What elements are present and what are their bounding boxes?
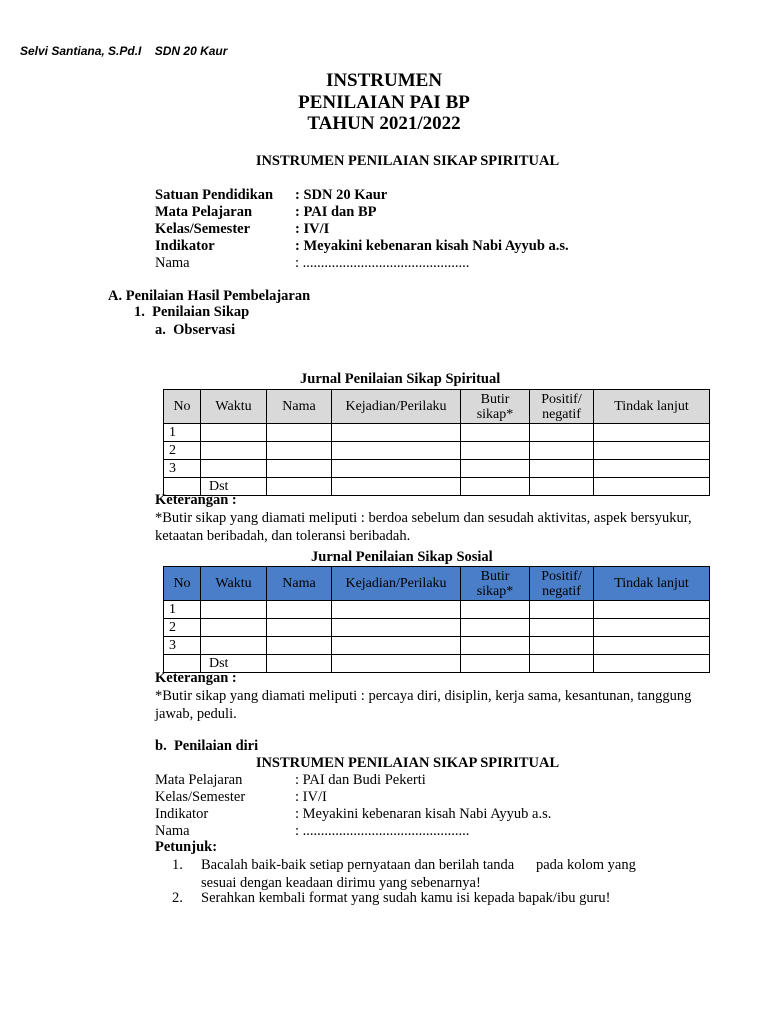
title-line-3: TAHUN 2021/2022 [307, 113, 461, 134]
col-header-no: No [164, 567, 201, 601]
header-note [20, 44, 237, 58]
identity-value: : .............................................. [295, 255, 470, 271]
identity-row [155, 204, 377, 221]
instrument-subtitle: INSTRUMEN PENILAIAN SIKAP SPIRITUAL [255, 153, 560, 169]
table1-note: *Butir sikap yang diamati meliputi : berdoa sebelum dan sesudah aktivitas, aspek bersyukur, ketaatan beribadah, dan toleransi beribadah. [155, 510, 692, 544]
identity-row [155, 255, 469, 272]
petunjuk-text: Serahkan kembali format yang sudah kamu isi kepada bapak/ibu guru! [201, 890, 611, 906]
section-1-number: 1. [134, 304, 145, 320]
table-row [164, 655, 710, 673]
identity-value: : PAI dan BP [295, 204, 377, 220]
col-header-butir: Butir sikap* [461, 390, 530, 424]
title-line-1: INSTRUMEN [325, 70, 443, 91]
table-row [164, 637, 710, 655]
identity-key: Satuan Pendidikan [155, 187, 274, 203]
author-name: Selvi Santiana, S.Pd.I [20, 44, 142, 58]
table1-caption: Jurnal Penilaian Sikap Spiritual [300, 371, 501, 387]
row-number: 2 [164, 442, 201, 460]
school-name: SDN 20 Kaur [154, 44, 228, 58]
row-dst: Dst [201, 655, 267, 673]
identity-key: Nama [155, 255, 190, 271]
identity2-row [155, 806, 551, 823]
identity-row [155, 238, 569, 255]
col-header-tindak: Tindak lanjut [594, 390, 710, 424]
table-row [164, 424, 710, 442]
petunjuk-title: Petunjuk: [155, 839, 218, 855]
col-header-kejadian: Kejadian/Perilaku [332, 567, 461, 601]
table-row [164, 478, 710, 496]
row-number: 2 [164, 619, 201, 637]
identity-value: : SDN 20 Kaur [295, 187, 388, 203]
table-header-row [164, 567, 710, 601]
petunjuk-number: 2. [172, 890, 183, 906]
table2-note-title: Keterangan : [155, 670, 237, 686]
col-header-positif: Positif/ negatif [530, 567, 594, 601]
journal-table-spiritual [163, 389, 710, 496]
table-header-row [164, 390, 710, 424]
petunjuk-item [172, 856, 636, 874]
table-row [164, 601, 710, 619]
identity-value: : Meyakini kebenaran kisah Nabi Ayyub a.s. [295, 238, 569, 254]
petunjuk-item-cont: sesuai dengan keadaan dirimu yang sebenarnya! [201, 875, 481, 891]
section-b-letter: b. [155, 738, 167, 754]
identity-value: : .............................................. [295, 823, 470, 839]
identity-key: Nama [155, 823, 190, 839]
col-header-positif: Positif/ negatif [530, 390, 594, 424]
petunjuk-text: Bacalah baik-baik setiap pernyataan dan berilah tanda pada kolom yang [201, 857, 636, 873]
col-header-nama: Nama [267, 567, 332, 601]
section-1-label: Penilaian Sikap [152, 304, 250, 320]
section-obs-heading [155, 322, 235, 339]
identity-value: : IV/I [295, 221, 330, 237]
identity2-row [155, 772, 426, 789]
identity-value: : IV/I [295, 789, 327, 805]
identity-value: : Meyakini kebenaran kisah Nabi Ayyub a.s. [295, 806, 552, 822]
identity2-row [155, 789, 327, 806]
col-header-butir: Butir sikap* [461, 567, 530, 601]
col-header-tindak: Tindak lanjut [594, 567, 710, 601]
section-1-heading [134, 304, 249, 321]
table2-note: *Butir sikap yang diamati meliputi : percaya diri, disiplin, kerja sama, kesantunan, tanggung jawab, peduli. [155, 688, 692, 722]
table-row [164, 460, 710, 478]
row-number: 1 [164, 601, 201, 619]
col-header-waktu: Waktu [201, 390, 267, 424]
row-dst: Dst [201, 478, 267, 496]
journal-table-sosial [163, 566, 710, 673]
row-number: 3 [164, 637, 201, 655]
identity-row [155, 221, 329, 238]
identity-key: Indikator [155, 238, 215, 254]
identity2-row [155, 823, 469, 840]
section-b-label: Penilaian diri [173, 738, 259, 754]
table-row [164, 619, 710, 637]
section-obs-letter: a. [155, 322, 166, 338]
col-header-nama: Nama [267, 390, 332, 424]
title-line-2: PENILAIAN PAI BP [298, 91, 470, 113]
row-number: 1 [164, 424, 201, 442]
identity-row [155, 187, 387, 204]
table1-note-title: Keterangan : [155, 492, 237, 508]
identity-key: Kelas/Semester [155, 221, 251, 237]
identity-value: : PAI dan Budi Pekerti [295, 772, 426, 788]
col-header-kejadian: Kejadian/Perilaku [332, 390, 461, 424]
col-header-waktu: Waktu [201, 567, 267, 601]
identity-key: Indikator [155, 806, 209, 822]
row-number: 3 [164, 460, 201, 478]
col-header-no: No [164, 390, 201, 424]
table2-caption: Jurnal Penilaian Sikap Sosial [311, 549, 493, 565]
document-title [0, 70, 768, 135]
section-a-heading: A. Penilaian Hasil Pembelajaran [108, 288, 311, 304]
identity-key: Mata Pelajaran [155, 772, 243, 788]
petunjuk-item [172, 889, 611, 907]
identity-key: Kelas/Semester [155, 789, 246, 805]
instrument-subtitle-2: INSTRUMEN PENILAIAN SIKAP SPIRITUAL [255, 755, 560, 771]
section-obs-label: Observasi [173, 322, 236, 338]
section-b-heading [155, 738, 258, 755]
identity-key: Mata Pelajaran [155, 204, 253, 220]
table-row [164, 442, 710, 460]
petunjuk-number: 1. [172, 857, 183, 873]
